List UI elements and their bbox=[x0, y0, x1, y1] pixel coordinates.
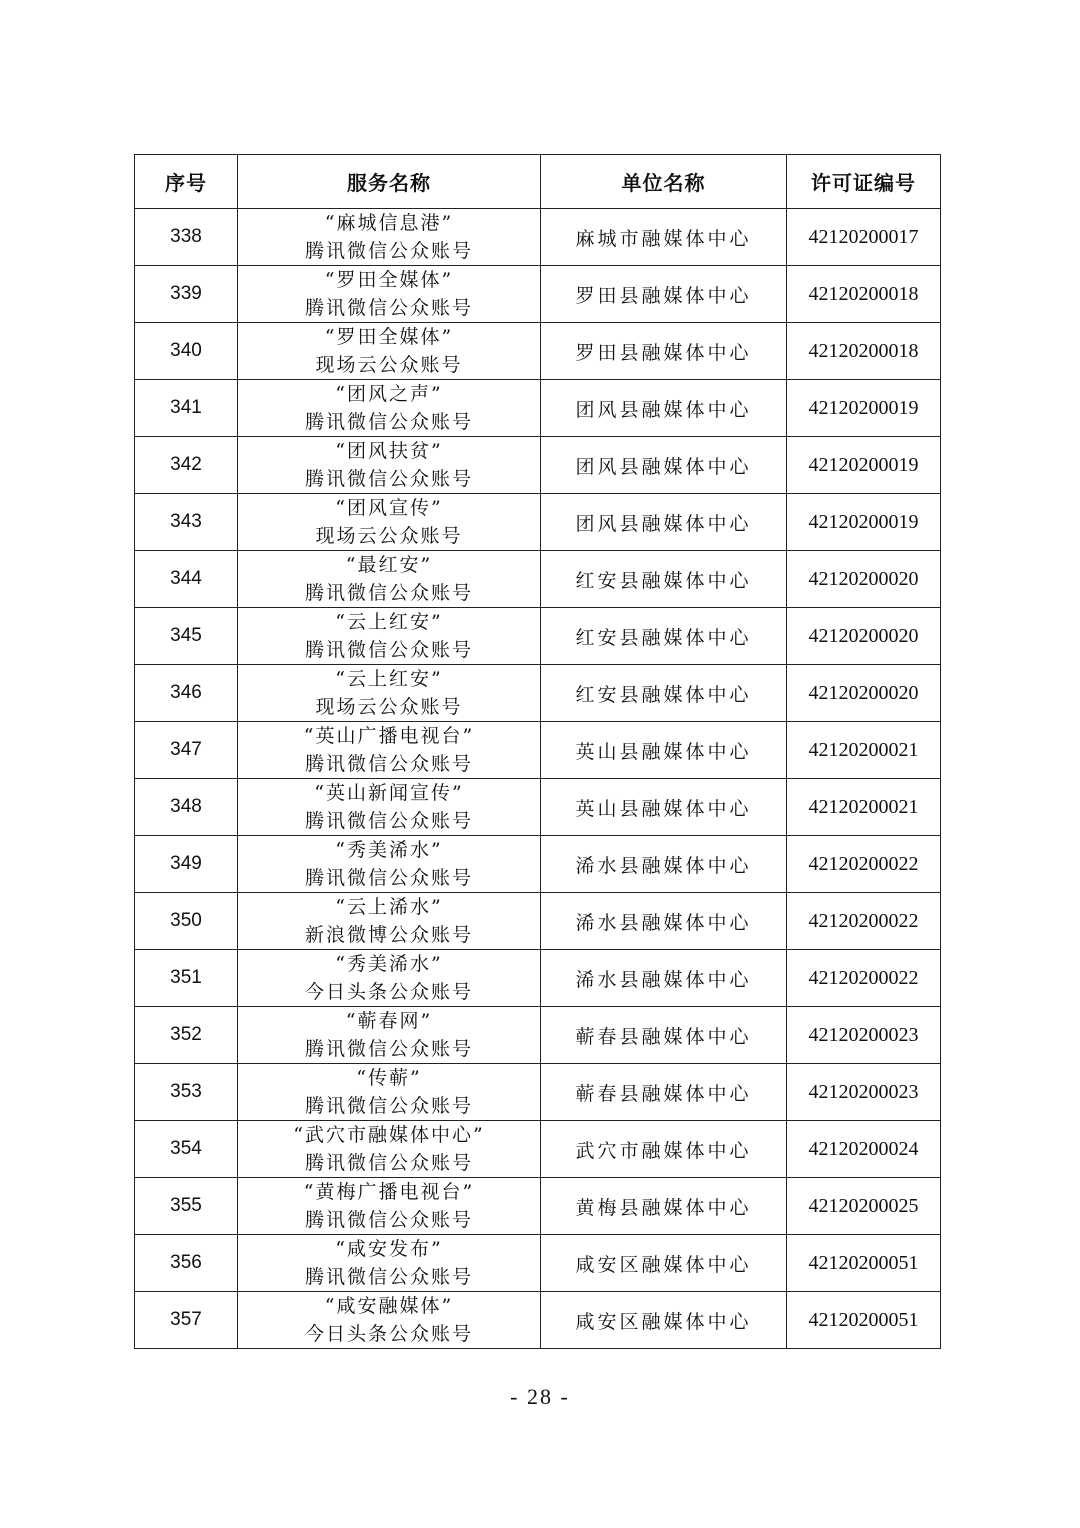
cell-unit-name: 咸安区融媒体中心 bbox=[541, 1235, 787, 1292]
table-header-row bbox=[135, 155, 941, 209]
cell-license-number: 42120200018 bbox=[787, 266, 941, 323]
service-account-type: 今日头条公众账号 bbox=[304, 981, 473, 1003]
service-account-type: 腾讯微信公众账号 bbox=[304, 1152, 473, 1174]
cell-service-name bbox=[238, 1007, 541, 1064]
service-account-name: “团风扶贫” bbox=[335, 440, 443, 462]
header-unit-name: 单位名称 bbox=[541, 155, 787, 209]
cell-serial-number: 339 bbox=[135, 266, 238, 323]
cell-unit-name: 黄梅县融媒体中心 bbox=[541, 1178, 787, 1235]
service-account-type: 腾讯微信公众账号 bbox=[304, 1266, 473, 1288]
cell-license-number: 42120200017 bbox=[787, 209, 941, 266]
service-account-name: “团风宣传” bbox=[335, 497, 443, 519]
cell-serial-number: 354 bbox=[135, 1121, 238, 1178]
cell-unit-name: 蕲春县融媒体中心 bbox=[541, 1007, 787, 1064]
service-account-type: 腾讯微信公众账号 bbox=[304, 1095, 473, 1117]
table-row bbox=[135, 950, 941, 1007]
cell-serial-number: 351 bbox=[135, 950, 238, 1007]
cell-serial-number: 344 bbox=[135, 551, 238, 608]
cell-service-name bbox=[238, 551, 541, 608]
cell-license-number: 42120200022 bbox=[787, 836, 941, 893]
service-account-name: “传蕲” bbox=[356, 1067, 422, 1089]
service-account-type: 腾讯微信公众账号 bbox=[304, 582, 473, 604]
table-row bbox=[135, 494, 941, 551]
cell-service-name bbox=[238, 950, 541, 1007]
table-row bbox=[135, 209, 941, 266]
service-account-name: “最红安” bbox=[345, 554, 433, 576]
service-account-name: “咸安发布” bbox=[335, 1238, 443, 1260]
service-account-name: “罗田全媒体” bbox=[324, 269, 454, 291]
page-number: - 28 - bbox=[510, 1384, 570, 1409]
cell-license-number: 42120200051 bbox=[787, 1235, 941, 1292]
cell-service-name bbox=[238, 494, 541, 551]
cell-service-name bbox=[238, 437, 541, 494]
cell-license-number: 42120200021 bbox=[787, 779, 941, 836]
cell-unit-name: 团风县融媒体中心 bbox=[541, 437, 787, 494]
cell-unit-name: 罗田县融媒体中心 bbox=[541, 323, 787, 380]
service-account-name: “云上红安” bbox=[335, 668, 443, 690]
service-account-type: 腾讯微信公众账号 bbox=[304, 411, 473, 433]
cell-license-number: 42120200022 bbox=[787, 893, 941, 950]
table-row bbox=[135, 779, 941, 836]
service-account-name: “秀美浠水” bbox=[335, 839, 443, 861]
table-row bbox=[135, 1235, 941, 1292]
service-account-name: “秀美浠水” bbox=[335, 953, 443, 975]
table-row bbox=[135, 1178, 941, 1235]
cell-service-name bbox=[238, 1121, 541, 1178]
service-account-name: “罗田全媒体” bbox=[324, 326, 454, 348]
table-row bbox=[135, 893, 941, 950]
service-account-name: “咸安融媒体” bbox=[324, 1295, 454, 1317]
cell-license-number: 42120200021 bbox=[787, 722, 941, 779]
service-account-type: 腾讯微信公众账号 bbox=[304, 639, 473, 661]
service-account-type: 腾讯微信公众账号 bbox=[304, 1038, 473, 1060]
cell-serial-number: 338 bbox=[135, 209, 238, 266]
service-account-type: 腾讯微信公众账号 bbox=[304, 753, 473, 775]
service-account-name: “麻城信息港” bbox=[324, 212, 454, 234]
cell-unit-name: 咸安区融媒体中心 bbox=[541, 1292, 787, 1349]
cell-serial-number: 352 bbox=[135, 1007, 238, 1064]
cell-unit-name: 武穴市融媒体中心 bbox=[541, 1121, 787, 1178]
service-account-type: 现场云公众账号 bbox=[315, 696, 463, 718]
cell-serial-number: 341 bbox=[135, 380, 238, 437]
cell-serial-number: 342 bbox=[135, 437, 238, 494]
table-row bbox=[135, 266, 941, 323]
cell-license-number: 42120200024 bbox=[787, 1121, 941, 1178]
cell-unit-name: 团风县融媒体中心 bbox=[541, 380, 787, 437]
service-account-name: “团风之声” bbox=[335, 383, 443, 405]
cell-unit-name: 英山县融媒体中心 bbox=[541, 722, 787, 779]
cell-serial-number: 350 bbox=[135, 893, 238, 950]
cell-license-number: 42120200051 bbox=[787, 1292, 941, 1349]
cell-unit-name: 麻城市融媒体中心 bbox=[541, 209, 787, 266]
cell-unit-name: 浠水县融媒体中心 bbox=[541, 893, 787, 950]
service-account-type: 腾讯微信公众账号 bbox=[304, 297, 473, 319]
cell-unit-name: 浠水县融媒体中心 bbox=[541, 836, 787, 893]
cell-license-number: 42120200019 bbox=[787, 494, 941, 551]
table-row bbox=[135, 608, 941, 665]
service-account-name: “云上浠水” bbox=[335, 896, 443, 918]
cell-serial-number: 356 bbox=[135, 1235, 238, 1292]
table-row bbox=[135, 437, 941, 494]
cell-license-number: 42120200019 bbox=[787, 380, 941, 437]
table-row bbox=[135, 722, 941, 779]
service-account-name: “英山新闻宣传” bbox=[314, 782, 464, 804]
license-table-container bbox=[134, 154, 940, 1349]
header-license-number: 许可证编号 bbox=[787, 155, 941, 209]
service-account-type: 今日头条公众账号 bbox=[304, 1323, 473, 1345]
header-serial-number: 序号 bbox=[135, 155, 238, 209]
cell-license-number: 42120200018 bbox=[787, 323, 941, 380]
cell-serial-number: 340 bbox=[135, 323, 238, 380]
service-account-type: 现场云公众账号 bbox=[315, 525, 463, 547]
service-account-type: 腾讯微信公众账号 bbox=[304, 867, 473, 889]
table-body bbox=[135, 209, 941, 1349]
table-row bbox=[135, 1121, 941, 1178]
cell-license-number: 42120200020 bbox=[787, 665, 941, 722]
cell-unit-name: 英山县融媒体中心 bbox=[541, 779, 787, 836]
service-account-name: “英山广播电视台” bbox=[303, 725, 475, 747]
cell-license-number: 42120200025 bbox=[787, 1178, 941, 1235]
cell-unit-name: 浠水县融媒体中心 bbox=[541, 950, 787, 1007]
cell-service-name bbox=[238, 893, 541, 950]
cell-service-name bbox=[238, 380, 541, 437]
cell-license-number: 42120200022 bbox=[787, 950, 941, 1007]
cell-service-name bbox=[238, 323, 541, 380]
cell-unit-name: 红安县融媒体中心 bbox=[541, 551, 787, 608]
service-account-name: “黄梅广播电视台” bbox=[303, 1181, 475, 1203]
cell-service-name bbox=[238, 665, 541, 722]
cell-service-name bbox=[238, 1064, 541, 1121]
service-account-name: “蕲春网” bbox=[345, 1010, 433, 1032]
cell-license-number: 42120200020 bbox=[787, 608, 941, 665]
service-account-type: 腾讯微信公众账号 bbox=[304, 810, 473, 832]
cell-service-name bbox=[238, 209, 541, 266]
cell-license-number: 42120200023 bbox=[787, 1007, 941, 1064]
cell-service-name bbox=[238, 266, 541, 323]
table-row bbox=[135, 1064, 941, 1121]
cell-serial-number: 345 bbox=[135, 608, 238, 665]
cell-serial-number: 353 bbox=[135, 1064, 238, 1121]
table-row bbox=[135, 551, 941, 608]
cell-serial-number: 343 bbox=[135, 494, 238, 551]
cell-serial-number: 357 bbox=[135, 1292, 238, 1349]
table-row bbox=[135, 1292, 941, 1349]
cell-serial-number: 349 bbox=[135, 836, 238, 893]
service-account-type: 腾讯微信公众账号 bbox=[304, 1209, 473, 1231]
cell-license-number: 42120200019 bbox=[787, 437, 941, 494]
cell-license-number: 42120200023 bbox=[787, 1064, 941, 1121]
cell-unit-name: 红安县融媒体中心 bbox=[541, 665, 787, 722]
service-account-type: 新浪微博公众账号 bbox=[304, 924, 473, 946]
cell-service-name bbox=[238, 1235, 541, 1292]
header-service-name: 服务名称 bbox=[238, 155, 541, 209]
service-account-name: “武穴市融媒体中心” bbox=[293, 1124, 485, 1146]
cell-service-name bbox=[238, 608, 541, 665]
cell-serial-number: 355 bbox=[135, 1178, 238, 1235]
cell-serial-number: 346 bbox=[135, 665, 238, 722]
license-table bbox=[134, 154, 941, 1349]
service-account-type: 腾讯微信公众账号 bbox=[304, 468, 473, 490]
cell-license-number: 42120200020 bbox=[787, 551, 941, 608]
cell-service-name bbox=[238, 779, 541, 836]
cell-service-name bbox=[238, 836, 541, 893]
cell-unit-name: 蕲春县融媒体中心 bbox=[541, 1064, 787, 1121]
table-row bbox=[135, 380, 941, 437]
table-row bbox=[135, 665, 941, 722]
table-row bbox=[135, 836, 941, 893]
cell-unit-name: 红安县融媒体中心 bbox=[541, 608, 787, 665]
cell-unit-name: 罗田县融媒体中心 bbox=[541, 266, 787, 323]
cell-unit-name: 团风县融媒体中心 bbox=[541, 494, 787, 551]
service-account-type: 腾讯微信公众账号 bbox=[304, 240, 473, 262]
cell-service-name bbox=[238, 1178, 541, 1235]
service-account-name: “云上红安” bbox=[335, 611, 443, 633]
cell-serial-number: 347 bbox=[135, 722, 238, 779]
table-row bbox=[135, 323, 941, 380]
cell-service-name bbox=[238, 722, 541, 779]
cell-serial-number: 348 bbox=[135, 779, 238, 836]
service-account-type: 现场云公众账号 bbox=[315, 354, 463, 376]
table-row bbox=[135, 1007, 941, 1064]
cell-service-name bbox=[238, 1292, 541, 1349]
